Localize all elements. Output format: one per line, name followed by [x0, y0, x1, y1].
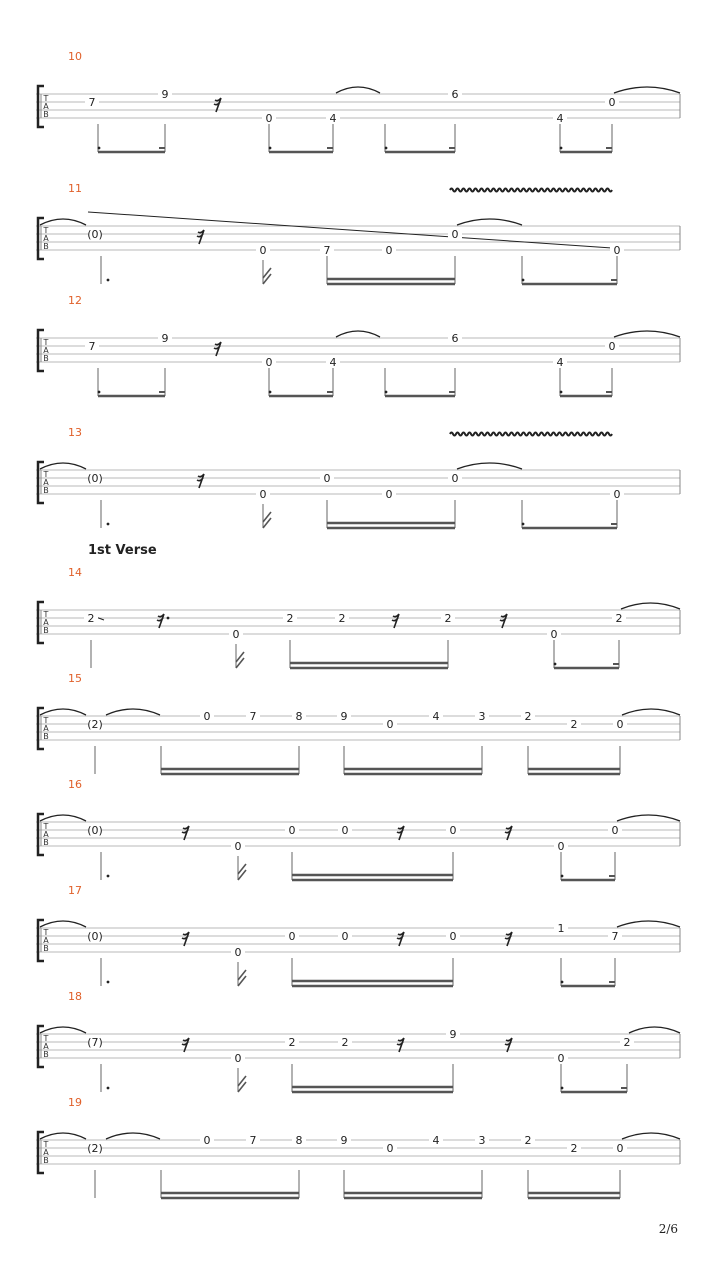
- fret-number: 0: [449, 824, 457, 837]
- tab-clef-letter: T: [43, 226, 49, 235]
- dot: [269, 391, 272, 394]
- staff-svg: [0, 58, 720, 178]
- tab-clef-letter: A: [43, 1148, 49, 1157]
- tie-arc: [617, 921, 680, 927]
- fret-number: 9: [449, 1028, 457, 1041]
- fret-number: 2: [570, 718, 578, 731]
- tab-clef-letter: B: [43, 242, 49, 251]
- dot: [522, 279, 525, 282]
- tie-arc: [622, 709, 680, 715]
- dot: [98, 391, 101, 394]
- tie-arc: [457, 463, 522, 469]
- dot: [269, 147, 272, 150]
- fret-number: 0: [203, 710, 211, 723]
- tie-arc: [614, 331, 680, 337]
- tab-clef-letter: A: [43, 618, 49, 627]
- tie-arc: [614, 87, 680, 93]
- fret-number: 2: [524, 710, 532, 723]
- tab-staff-measure-17: [0, 892, 720, 1012]
- fret-number: 6: [451, 88, 459, 101]
- tab-clef-letter: T: [43, 470, 49, 479]
- fret-number: 0: [386, 1142, 394, 1155]
- note-flag: [236, 652, 244, 668]
- tie-arc: [40, 219, 86, 225]
- note-flag: [238, 864, 246, 880]
- dot: [561, 1087, 564, 1090]
- tab-clef-letter: B: [43, 732, 49, 741]
- staff-svg: [0, 680, 720, 800]
- fret-number: 7: [249, 710, 257, 723]
- fret-number: 0: [265, 356, 273, 369]
- fret-number: 7: [88, 96, 96, 109]
- dot: [522, 523, 525, 526]
- dot: [107, 279, 110, 282]
- fret-number: (2): [87, 718, 103, 731]
- fret-number: 0: [259, 488, 267, 501]
- fret-number: 4: [432, 1134, 440, 1147]
- measure-number: 12: [68, 294, 82, 307]
- tie-arc: [40, 1133, 86, 1139]
- tie-arc: [40, 921, 86, 927]
- fret-number: 0: [234, 840, 242, 853]
- fret-number: 2: [524, 1134, 532, 1147]
- fret-number: 0: [616, 1142, 624, 1155]
- tab-clef-letter: T: [43, 716, 49, 725]
- tab-staff-measure-18: [0, 998, 720, 1118]
- fret-number: 0: [557, 1052, 565, 1065]
- fret-number: 7: [249, 1134, 257, 1147]
- staff-svg: [0, 302, 720, 422]
- fret-number: 0: [288, 824, 296, 837]
- measure-number: 17: [68, 884, 82, 897]
- fret-number: 4: [556, 112, 564, 125]
- measure-number: 11: [68, 182, 82, 195]
- fret-number: 0: [234, 1052, 242, 1065]
- tie-arc: [617, 815, 680, 821]
- tab-clef-letter: B: [43, 354, 49, 363]
- fret-number: 0: [616, 718, 624, 731]
- tie-arc: [457, 219, 522, 225]
- tie-arc: [336, 331, 380, 337]
- fret-number: (7): [87, 1036, 103, 1049]
- staff-svg: [0, 892, 720, 1012]
- tie-arc: [621, 603, 680, 609]
- measure-number: 16: [68, 778, 82, 791]
- fret-number: 0: [613, 488, 621, 501]
- fret-number: 2: [87, 612, 95, 625]
- fret-number: 2: [615, 612, 623, 625]
- tab-clef-letter: A: [43, 724, 49, 733]
- tab-clef-letter: A: [43, 1042, 49, 1051]
- fret-number: 0: [323, 472, 331, 485]
- dot: [167, 617, 170, 620]
- fret-number: 7: [88, 340, 96, 353]
- dot: [560, 147, 563, 150]
- tab-staff-measure-11: [0, 190, 720, 310]
- fret-number: 2: [338, 612, 346, 625]
- measure-number: 14: [68, 566, 82, 579]
- fret-number: 7: [611, 930, 619, 943]
- section-label-1st-verse: 1st Verse: [88, 543, 157, 558]
- tie-arc: [40, 709, 86, 715]
- measure-number: 13: [68, 426, 82, 439]
- fret-number: 0: [613, 244, 621, 257]
- fret-number: 0: [557, 840, 565, 853]
- dot: [107, 981, 110, 984]
- tab-staff-measure-19: [0, 1104, 720, 1224]
- measure-number: 18: [68, 990, 82, 1003]
- tab-clef-letter: B: [43, 626, 49, 635]
- fret-number: 0: [385, 244, 393, 257]
- dot: [107, 523, 110, 526]
- dot: [385, 147, 388, 150]
- fret-number: 4: [329, 112, 337, 125]
- tab-clef-letter: T: [43, 822, 49, 831]
- tab-clef-letter: A: [43, 478, 49, 487]
- fret-number: (0): [87, 472, 103, 485]
- measure-number: 19: [68, 1096, 82, 1109]
- tab-clef-letter: B: [43, 1156, 49, 1165]
- tie-arc: [40, 815, 86, 821]
- fret-number: 2: [286, 612, 294, 625]
- note-flag: [238, 1076, 246, 1092]
- slide-line: [88, 212, 612, 248]
- tab-staff-measure-13: [0, 434, 720, 554]
- tab-clef-letter: T: [43, 338, 49, 347]
- tie-arc: [106, 709, 160, 715]
- page-number: 2/6: [658, 1222, 678, 1236]
- dot: [554, 663, 557, 666]
- fret-number: 8: [295, 1134, 303, 1147]
- fret-number: 0: [203, 1134, 211, 1147]
- fret-number: 1: [557, 922, 565, 935]
- staff-svg: [0, 434, 720, 554]
- fret-number: 9: [161, 332, 169, 345]
- fret-number: (0): [87, 930, 103, 943]
- fret-number: 0: [451, 228, 459, 241]
- note-flag: [263, 512, 271, 528]
- fret-number: 0: [265, 112, 273, 125]
- fret-number: 2: [570, 1142, 578, 1155]
- fret-number: 4: [556, 356, 564, 369]
- fret-number: 2: [623, 1036, 631, 1049]
- fret-number: 0: [259, 244, 267, 257]
- tab-clef-letter: A: [43, 234, 49, 243]
- tab-clef-letter: B: [43, 110, 49, 119]
- tab-clef-letter: A: [43, 102, 49, 111]
- fret-number: 0: [386, 718, 394, 731]
- fret-number: 9: [340, 1134, 348, 1147]
- fret-number: 4: [432, 710, 440, 723]
- fret-number: 4: [329, 356, 337, 369]
- tab-clef-letter: T: [43, 928, 49, 937]
- tab-staff-measure-14: [0, 574, 720, 694]
- fret-number: 0: [608, 340, 616, 353]
- fret-number: 0: [341, 930, 349, 943]
- fret-number: 8: [295, 710, 303, 723]
- fret-number: 7: [323, 244, 331, 257]
- fret-number: 0: [550, 628, 558, 641]
- note-flag: [238, 970, 246, 986]
- fret-number: 0: [451, 472, 459, 485]
- tab-clef-letter: B: [43, 838, 49, 847]
- note-flag: [263, 268, 271, 284]
- tab-staff-measure-16: [0, 786, 720, 906]
- tab-staff-measure-12: [0, 302, 720, 422]
- tie-arc: [40, 1027, 86, 1033]
- dot: [561, 981, 564, 984]
- tab-clef-letter: A: [43, 830, 49, 839]
- staff-svg: [0, 574, 720, 694]
- tab-clef-letter: T: [43, 1140, 49, 1149]
- staff-svg: [0, 190, 720, 310]
- fret-number: 0: [288, 930, 296, 943]
- fret-number: 3: [478, 1134, 486, 1147]
- fret-number: 3: [478, 710, 486, 723]
- tie-arc: [106, 1133, 160, 1139]
- dot: [560, 391, 563, 394]
- fret-number: 0: [449, 930, 457, 943]
- fret-number: (0): [87, 824, 103, 837]
- staff-svg: [0, 786, 720, 906]
- fret-number: 0: [234, 946, 242, 959]
- tab-clef-letter: A: [43, 346, 49, 355]
- measure-number: 15: [68, 672, 82, 685]
- fret-number: 0: [385, 488, 393, 501]
- tie-arc: [336, 87, 380, 93]
- staff-svg: [0, 998, 720, 1118]
- fret-number: 0: [232, 628, 240, 641]
- fret-number: 2: [444, 612, 452, 625]
- fret-number: 6: [451, 332, 459, 345]
- measure-number: 10: [68, 50, 82, 63]
- tie-arc: [622, 1133, 680, 1139]
- tie-arc: [40, 463, 86, 469]
- fret-number: 9: [340, 710, 348, 723]
- tab-staff-measure-10: [0, 58, 720, 178]
- tab-clef-letter: B: [43, 1050, 49, 1059]
- tab-clef-letter: T: [43, 94, 49, 103]
- fret-number: 0: [611, 824, 619, 837]
- fret-number: 2: [288, 1036, 296, 1049]
- tab-staff-measure-15: [0, 680, 720, 800]
- fret-number: 9: [161, 88, 169, 101]
- fret-number: (0): [87, 228, 103, 241]
- tab-clef-letter: T: [43, 610, 49, 619]
- fret-number: (2): [87, 1142, 103, 1155]
- tie-arc: [629, 1027, 680, 1033]
- fret-number: 2: [341, 1036, 349, 1049]
- tab-clef-letter: B: [43, 486, 49, 495]
- dot: [107, 1087, 110, 1090]
- dot: [385, 391, 388, 394]
- tab-clef-letter: B: [43, 944, 49, 953]
- fret-number: 0: [608, 96, 616, 109]
- vibrato-mark: [450, 189, 612, 192]
- dot: [98, 147, 101, 150]
- tab-clef-letter: A: [43, 936, 49, 945]
- dot: [107, 875, 110, 878]
- tab-clef-letter: T: [43, 1034, 49, 1043]
- vibrato-mark: [450, 433, 612, 436]
- staff-svg: [0, 1104, 720, 1224]
- fret-number: 0: [341, 824, 349, 837]
- dot: [561, 875, 564, 878]
